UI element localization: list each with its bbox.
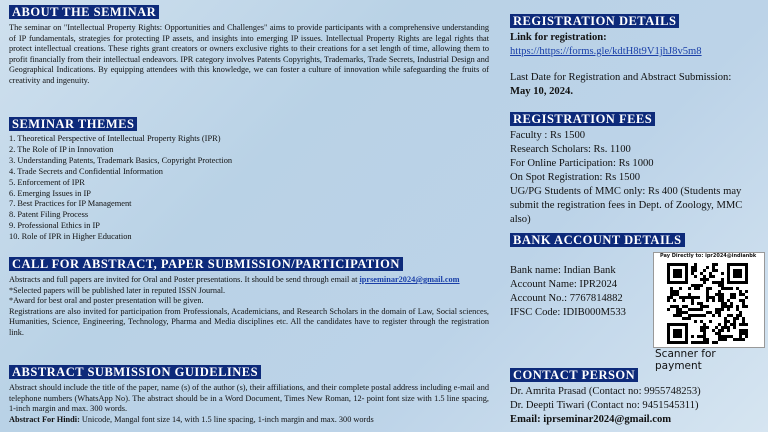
guidelines-section	[9, 363, 489, 425]
contact-person-1: Dr. Amrita Prasad (Contact no: 9955748253)	[510, 386, 701, 397]
about-heading: ABOUT THE SEMINAR	[9, 5, 159, 19]
registration-heading: REGISTRATION DETAILS	[510, 14, 679, 28]
call-section	[9, 255, 489, 339]
theme-item: 4. Trade Secrets and Confidential Information	[9, 166, 163, 176]
bank-heading: BANK ACCOUNT DETAILS	[510, 233, 685, 247]
guidelines-hindi-text: Unicode, Mangal font size 14, with 1.5 line spacing, 1-inch margin and max. 300 words	[79, 414, 374, 424]
fees-section	[510, 110, 762, 227]
contact-email-label: Email:	[510, 414, 541, 425]
themes-heading: SEMINAR THEMES	[9, 117, 137, 131]
account-number: Account No.: 7767814882	[510, 293, 623, 304]
qr-pay-label: Pay Directly to: ipr2024@indianbk	[660, 253, 757, 259]
theme-item: 1. Theoretical Perspective of Intellectual Property Rights (IPR)	[9, 134, 221, 143]
fee-item: UG/PG Students of MMC only: Rs 400 (Students may submit the registration fees in Dept. of Zoology, MMC also)	[510, 186, 743, 225]
call-note-2: *Award for best oral and poster presentation will be given.	[9, 296, 204, 306]
bank-name: Bank name: Indian Bank	[510, 265, 616, 276]
about-text: The seminar on "Intellectual Property Rights: Opportunities and Challenges" aims to provide participants with a comprehensive understanding of IP fundamentals, strategies for protecting IP assets, and insights into emerging IP issues. Intellectual Property Rights are legal rights that protect intellectual creations. These rights grant creators or owners exclusive rights to their creations for a set length of time, allowing them to profit financially from their intellectual endeavors. IPR category involves Patents Copyrights, Trademarks, Trade Secrets, Industrial Design and Geographical Indications. By equipping attendees with this knowledge, we can foster a culture of innovation while safeguarding the fruits of creativity and ingenuity.	[9, 23, 489, 85]
registration-link-label: Link for registration:	[510, 32, 607, 43]
contact-person-2: Dr. Deepti Tiwari (Contact no: 9451545311)	[510, 400, 699, 411]
theme-item: 9. Professional Ethics in IP	[9, 221, 100, 231]
guidelines-hindi-label: Abstract For Hindi:	[9, 414, 80, 424]
guidelines-hindi	[9, 415, 489, 426]
theme-item: 5. Enforcement of IPR	[9, 177, 85, 187]
guidelines-heading: ABSTRACT SUBMISSION GUIDELINES	[9, 365, 261, 379]
themes-section	[9, 115, 489, 243]
account-name: Account Name: IPR2024	[510, 279, 618, 290]
call-email-link[interactable]: iprseminar2024@gmail.com	[359, 275, 460, 284]
contact-email	[510, 413, 762, 427]
about-section	[9, 3, 489, 87]
deadline-label: Last Date for Registration and Abstract Submission:	[510, 72, 732, 83]
contact-section	[510, 366, 762, 427]
theme-item: 8. Patent Filing Process	[9, 210, 89, 220]
fee-item: On Spot Registration: Rs 1500	[510, 172, 641, 183]
theme-item: 6. Emerging Issues in IP	[9, 188, 91, 198]
call-heading: CALL FOR ABSTRACT, PAPER SUBMISSION/PARTICIPATION	[9, 257, 403, 271]
theme-item: 10. Role of IPR in Higher Education	[9, 232, 132, 242]
fees-heading: REGISTRATION FEES	[510, 112, 655, 126]
call-text	[9, 275, 489, 286]
guidelines-text: Abstract should include the title of the paper, name (s) of the author (s), their affiliations, and their complete postal address including e-mail and telephone numbers (WhatsApp No). The abstract should be in a Word Document, Times New Roman, 12- point font size with 1.5 line spacing, 1-inch margin and max. 300 words.	[9, 383, 489, 414]
fee-item: Faculty : Rs 1500	[510, 130, 586, 141]
themes-list	[9, 134, 489, 243]
call-intro: Abstracts and full papers are invited for Oral and Poster presentations. It should be send through email at	[9, 275, 358, 284]
payment-qr-code	[653, 252, 765, 348]
qr-caption: Scanner for payment	[655, 348, 716, 372]
contact-email-value[interactable]: iprseminar2024@gmail.com	[540, 414, 672, 425]
deadline-date: May 10, 2024.	[510, 86, 573, 97]
contact-heading: CONTACT PERSON	[510, 368, 638, 382]
theme-item: 2. The Role of IP in Innovation	[9, 144, 114, 154]
registration-section	[510, 12, 762, 99]
theme-item: 3. Understanding Patents, Trademark Basics, Copyright Protection	[9, 155, 233, 165]
call-note-1: *Selected papers will be published later in reputed ISSN Journal.	[9, 285, 226, 295]
fee-item: Research Scholars: Rs. 1100	[510, 144, 631, 155]
registration-link[interactable]: https://https://forms.gle/kdtH8t9V1jhJ8v5m8	[510, 46, 702, 57]
qr-code-graphic	[654, 253, 764, 347]
fee-item: For Online Participation: Rs 1000	[510, 158, 654, 169]
call-participation: Registrations are also invited for participation from Professionals, Academicians, and Research Scholars in the domain of Law, Social sciences, Humanities, Science, Engineering, Technology, Pharma and Media disciplines etc. All the candidates have to register through the registration link.	[9, 306, 489, 337]
ifsc-code: IFSC Code: IDIB000M533	[510, 307, 626, 318]
theme-item: 7. Best Practices for IP Management	[9, 199, 132, 209]
